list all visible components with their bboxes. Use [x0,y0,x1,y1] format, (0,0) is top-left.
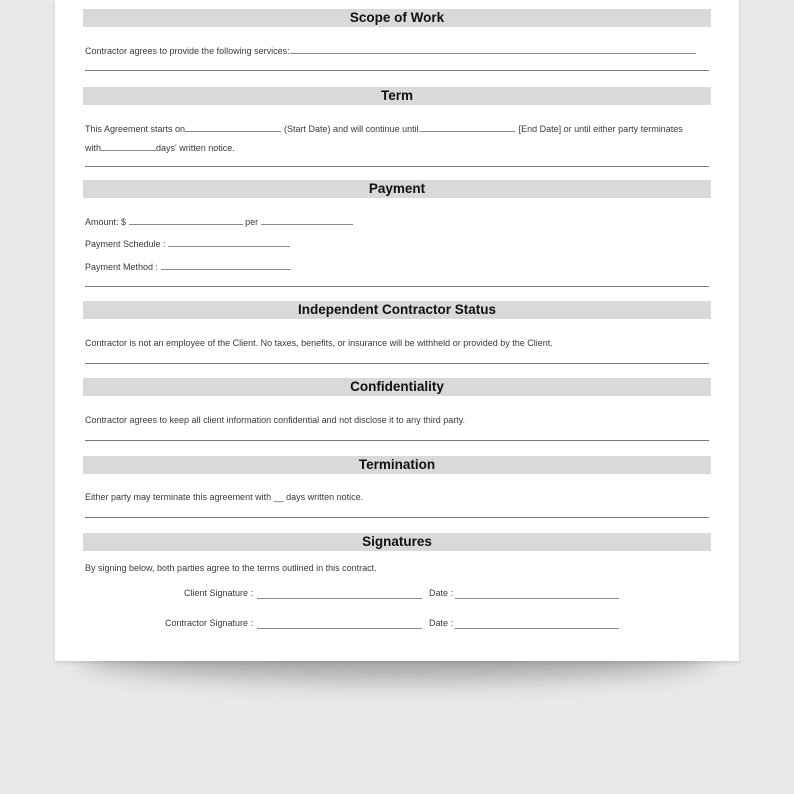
contractor-signature-field[interactable] [257,617,422,629]
start-date-field[interactable] [185,122,281,132]
section-divider [85,70,709,71]
client-date-field[interactable] [455,587,619,599]
payment-method-field[interactable] [161,260,291,270]
term-row-1 [85,122,683,135]
payment-heading: Payment [83,180,711,198]
amount-field[interactable] [129,215,243,225]
end-date-field[interactable] [419,122,515,132]
amount-label: Amount: $ [85,217,127,227]
section-divider [85,517,709,518]
term-end-label: [End Date] or until either party terminates [518,124,683,134]
per-field[interactable] [261,215,353,225]
signatures-heading: Signatures [83,533,711,551]
termination-text: Either party may terminate this agreement with [85,492,272,502]
services-field[interactable] [290,44,696,54]
term-row-2 [85,141,235,154]
section-divider [85,440,709,441]
confidentiality-heading: Confidentiality [83,378,711,396]
term-heading: Term [83,87,711,105]
payment-schedule-field[interactable] [168,237,290,247]
payment-schedule-row [85,237,290,250]
term-notice-label: days' written notice. [156,143,235,153]
payment-schedule-label: Payment Schedule : [85,239,166,249]
payment-method-row [85,260,291,273]
section-divider [85,286,709,287]
term-with-label: with [85,143,102,153]
scope-of-work-row [85,44,696,57]
per-label: per [245,217,259,227]
termination-notice-text: days written notice. [286,492,364,502]
contractor-status-heading: Independent Contractor Status [83,301,711,319]
termination-days-blank[interactable]: __ [273,492,284,502]
termination-heading: Termination [83,456,711,474]
contractor-status-text: Contractor is not an employee of the Client. No taxes, benefits, or insurance will be withheld or provided by the Client. [85,338,553,348]
payment-method-label: Payment Method : [85,262,159,272]
contractor-date-label: Date : [429,618,454,628]
contractor-signature-label: Contractor Signature : [164,618,253,628]
client-signature-label: Client Signature : [183,588,253,598]
client-signature-field[interactable] [257,587,422,599]
signatures-intro: By signing below, both parties agree to the terms outlined in this contract. [85,563,377,573]
confidentiality-text: Contractor agrees to keep all client information confidential and not disclose it to any third party. [85,415,466,425]
section-divider [85,166,709,167]
termination-row [85,491,363,503]
notice-days-field[interactable] [101,141,156,151]
section-divider [85,363,709,364]
payment-amount-row [85,215,353,228]
scope-of-work-heading: Scope of Work [83,9,711,27]
term-continue-label: (Start Date) and will continue until [284,124,419,134]
scope-of-work-text: Contractor agrees to provide the following services: [85,46,290,56]
contract-page [55,0,739,661]
term-start-label: This Agreement starts on [85,124,186,134]
client-date-label: Date : [429,588,454,598]
contractor-date-field[interactable] [455,617,619,629]
